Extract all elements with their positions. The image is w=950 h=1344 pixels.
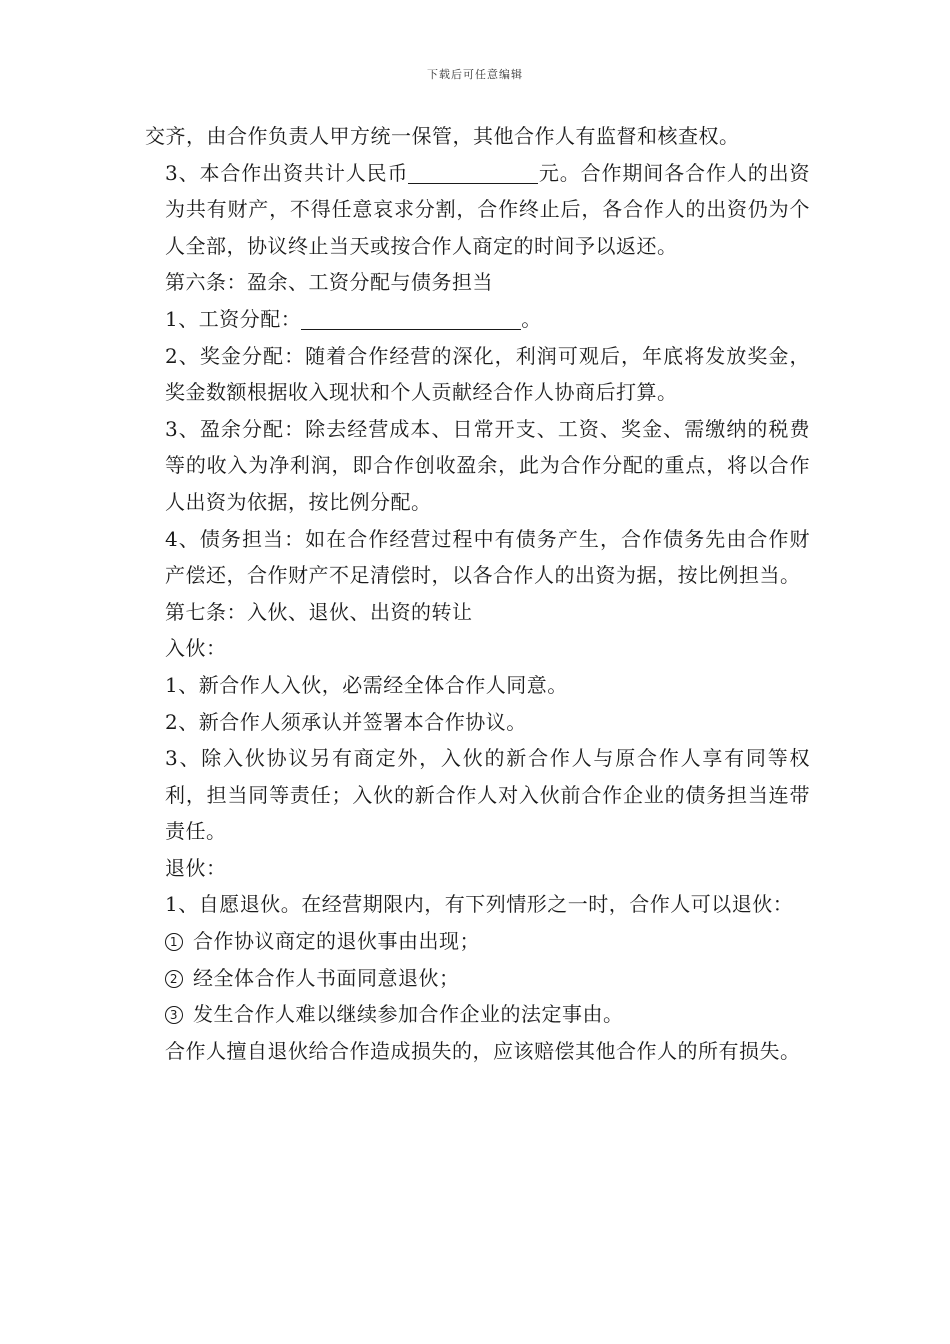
list-item-text: 合作协议商定的退伙事由出现； xyxy=(193,929,480,954)
page-header: 下载后可任意编辑 xyxy=(427,68,523,81)
paragraph-text: 3、本合作出资共计人民币 xyxy=(165,160,409,185)
paragraph: 2、奖金分配：随着合作经营的深化，利润可观后，年底将发放奖金，奖金数额根据收入现状和个人贡献经合作人协商后打算。 xyxy=(165,343,810,405)
paragraph: 3、除入伙协议另有商定外，入伙的新合作人与原合作人享有同等权利，担当同等责任；入伙的新合作人对入伙前合作企业的债务担当连带责任。 xyxy=(165,746,810,844)
list-item xyxy=(145,996,810,1033)
article-heading: 第七条：入伙、退伙、出资的转让 xyxy=(165,599,473,624)
section-label: 退伙： xyxy=(165,855,227,880)
paragraph: 1、自愿退伙。在经营期限内，有下列情形之一时，合作人可以退伙： xyxy=(165,892,794,917)
paragraph-text: 元。合作期间各合作人的出资为共有财产，不得任意哀求分割，合作终止后，各合作人的出资仍为个人全部，协议终止当天或按合作人商定的时间予以返还。 xyxy=(165,160,810,258)
paragraph: 3、盈余分配：除去经营成本、日常开支、工资、奖金、需缴纳的税费等的收入为净利润，即合作创收盈余，此为合作分配的重点，将以合作人出资为依据，按比例分配。 xyxy=(165,416,810,514)
list-item-text: 经全体合作人书面同意退伙； xyxy=(193,965,460,990)
document-body xyxy=(145,118,810,1069)
list-item-text: 发生合作人难以继续参加合作企业的法定事由。 xyxy=(193,1002,624,1027)
list-item xyxy=(145,960,810,997)
paragraph-text: 。 xyxy=(521,306,542,331)
circled-number: 3 xyxy=(165,1006,183,1024)
paragraph: 1、新合作人入伙，必需经全体合作人同意。 xyxy=(165,672,568,697)
article-heading: 第六条：盈余、工资分配与债务担当 xyxy=(165,270,493,295)
paragraph-total-capital xyxy=(145,155,810,265)
circled-number: 2 xyxy=(165,970,183,988)
paragraph-salary xyxy=(145,301,810,338)
circled-number: 1 xyxy=(165,933,183,951)
paragraph: 合作人擅自退伙给合作造成损失的，应该赔偿其他合作人的所有损失。 xyxy=(165,1038,801,1063)
blank-field[interactable] xyxy=(408,161,538,184)
paragraph: 2、新合作人须承认并签署本合作协议。 xyxy=(165,709,527,734)
paragraph-text: 1、工资分配： xyxy=(165,306,302,331)
section-label: 入伙： xyxy=(165,636,227,661)
blank-field[interactable] xyxy=(301,307,521,330)
paragraph: 交齐，由合作负责人甲方统一保管，其他合作人有监督和核查权。 xyxy=(145,124,740,148)
paragraph: 4、债务担当：如在合作经营过程中有债务产生，合作债务先由合作财产偿还，合作财产不足清偿时，以各合作人的出资为据，按比例担当。 xyxy=(165,526,810,588)
list-item xyxy=(145,923,810,960)
